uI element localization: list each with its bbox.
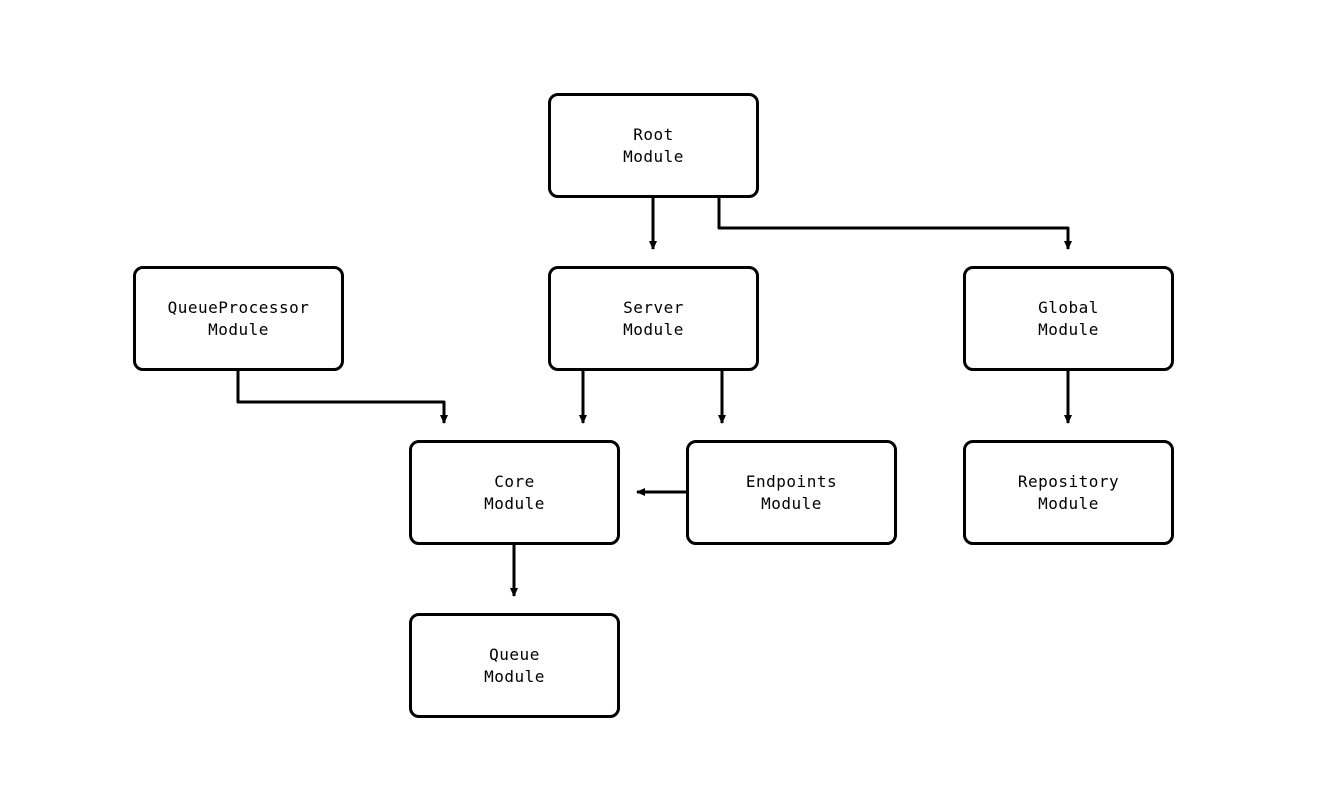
node-queueprocessor-module[interactable] xyxy=(133,266,344,371)
node-label-line2: Module xyxy=(1038,493,1099,513)
node-label-line1: Root xyxy=(633,124,674,144)
node-label-line1: Core xyxy=(494,471,535,491)
node-label-line2: Module xyxy=(623,146,684,166)
node-label-line1: Server xyxy=(623,297,684,317)
node-label-line2: Module xyxy=(484,493,545,513)
node-label-line2: Module xyxy=(1038,319,1099,339)
node-label-line1: Endpoints xyxy=(745,471,838,491)
node-repository-module[interactable] xyxy=(963,440,1174,545)
node-label-line1: Queue xyxy=(489,644,540,664)
node-label-line2: Module xyxy=(484,666,545,686)
node-endpoints-module[interactable] xyxy=(686,440,897,545)
node-label-line2: Module xyxy=(623,319,684,339)
node-label-line1: Repository xyxy=(1017,471,1120,491)
edge-queueprocessor-to-core xyxy=(238,371,444,423)
node-label-line1: QueueProcessor xyxy=(167,297,310,317)
node-global-module[interactable] xyxy=(963,266,1174,371)
node-queue-module[interactable] xyxy=(409,613,620,718)
edge-root-to-global xyxy=(719,198,1068,249)
node-core-module[interactable] xyxy=(409,440,620,545)
node-server-module[interactable] xyxy=(548,266,759,371)
node-root-module[interactable] xyxy=(548,93,759,198)
node-label-line1: Global xyxy=(1038,297,1099,317)
node-label-line2: Module xyxy=(208,319,269,339)
node-label-line2: Module xyxy=(761,493,822,513)
